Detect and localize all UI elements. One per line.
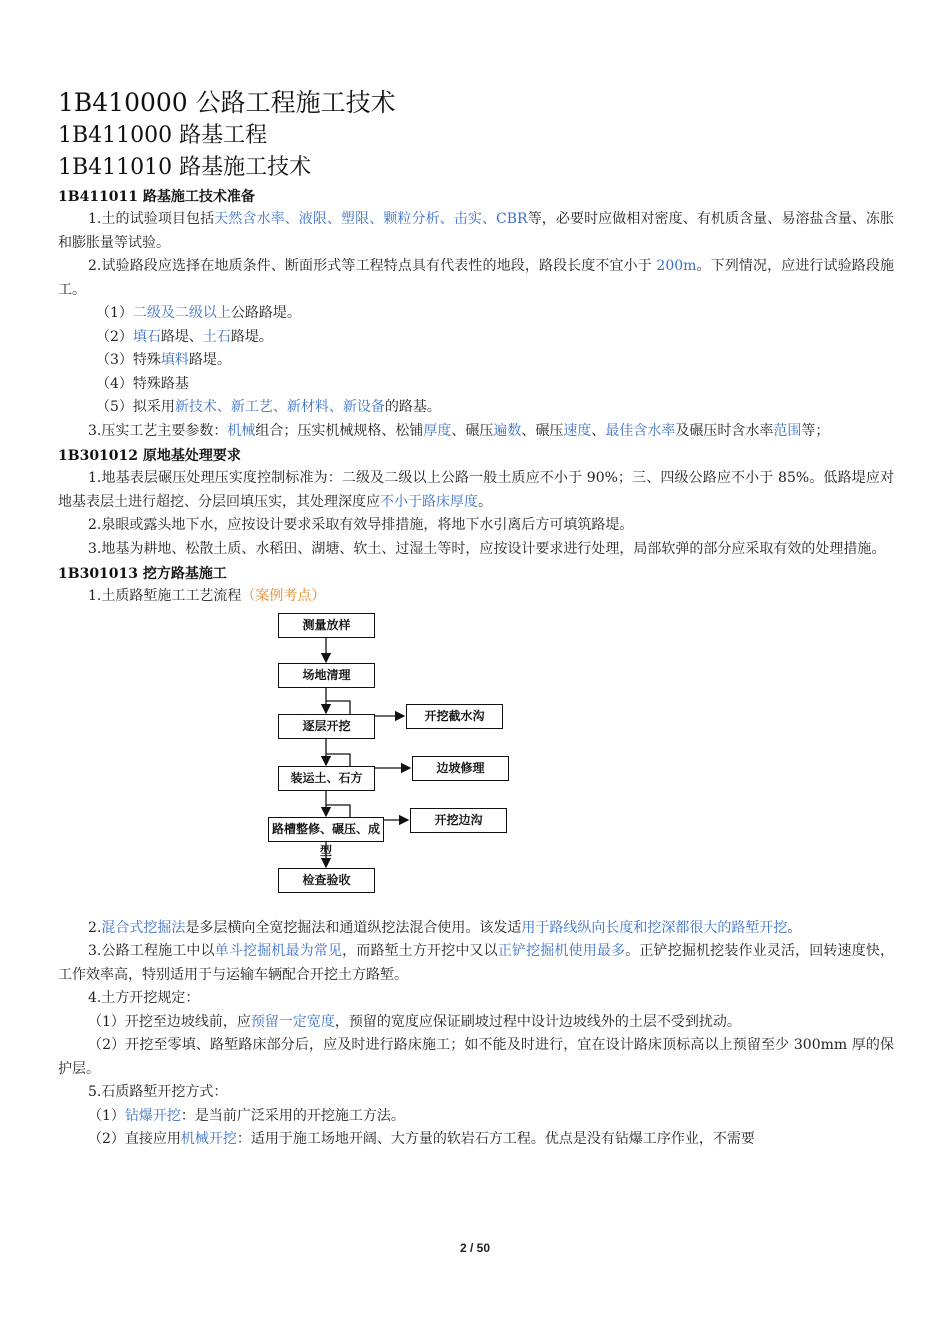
flow-side-step: 开挖边沟 <box>410 808 507 833</box>
paragraph: 4.土方开挖规定： <box>88 990 200 1006</box>
flow-step: 测量放样 <box>278 613 375 638</box>
paragraph: 3.压实工艺主要参数：机械组合；压实机械规格、松铺厚度、碾压遍数、碾压速度、最佳含水率及碾压时含水率范围等； <box>88 422 830 439</box>
flow-step: 检查验收 <box>278 868 375 893</box>
paragraph: 2.混合式挖掘法是多层横向全宽挖掘法和通道纵挖法混合使用。该发适用于路线纵向长度和挖深都很大的路堑开挖。 <box>88 919 802 936</box>
list-item: （2）填石路堤、土石路堤。 <box>96 328 273 345</box>
document-page <box>58 86 894 1152</box>
section-title-prep: 1B411011 路基施工技术准备 <box>58 189 255 205</box>
heading-2-roadbed: 1B411000 路基工程 <box>58 123 268 148</box>
paragraph: 3.地基为耕地、松散土质、水稻田、湖塘、软土、过湿土等时，应按设计要求进行处理，局部软弹的部分应采取有效的处理措施。 <box>88 540 886 557</box>
list-item: （1）开挖至边坡线前，应预留一定宽度，预留的宽度应保证刷坡过程中设计边坡线外的土层不受到扰动。 <box>88 1013 741 1030</box>
list-item: （2）开挖至零填、路堑路床部分后，应及时进行路床施工；如不能及时进行，宜在设计路床顶标高以上预留至少 300mm 厚的保护层。 <box>58 1037 894 1077</box>
paragraph: 1.土的试验项目包括天然含水率、液限、塑限、颗粒分析、击实、CBR等，必要时应做相对密度、有机质含量、易溶盐含量、冻胀和膨胀量等试验。 <box>58 211 895 251</box>
heading-2-roadbed-tech: 1B411010 路基施工技术 <box>58 155 312 180</box>
list-item: （1）二级及二级以上公路路堤。 <box>96 305 301 321</box>
flow-step: 路槽整修、碾压、成型 <box>268 817 384 842</box>
section-title-excavation: 1B301013 挖方路基施工 <box>58 566 227 582</box>
flow-side-step: 开挖截水沟 <box>406 704 503 729</box>
flow-step: 装运土、石方 <box>278 766 375 791</box>
section-title-foundation: 1B301012 原地基处理要求 <box>58 448 241 464</box>
paragraph: 2.试验路段应选择在地质条件、断面形式等工程特点具有代表性的地段，路段长度不宜小于 200m。下列情况，应进行试验路段施工。 <box>58 258 894 298</box>
process-flowchart <box>58 613 894 913</box>
list-item: （1）钻爆开挖：是当前广泛采用的开挖施工方法。 <box>88 1107 405 1124</box>
flow-side-step: 边坡修理 <box>412 756 509 781</box>
list-item: （3）特殊填料路堤。 <box>96 352 231 368</box>
paragraph: 3.公路工程施工中以单斗挖掘机最为常见，而路堑土方开挖中又以正铲挖掘机使用最多。正铲挖掘机挖装作业灵活，回转速度快，工作效率高，特别适用于与运输车辆配合开挖土方路堑。 <box>58 943 895 983</box>
list-item: （5）拟采用新技术、新工艺、新材料、新设备的路基。 <box>96 399 441 415</box>
paragraph: 2.泉眼或露头地下水，应按设计要求采取有效导排措施，将地下水引离后方可填筑路堤。 <box>88 517 634 533</box>
flow-step: 场地清理 <box>278 663 375 688</box>
paragraph: 1.土质路堑施工工艺流程（案例考点） <box>88 588 326 604</box>
list-item: （4）特殊路基 <box>96 375 189 392</box>
paragraph: 5.石质路堑开挖方式： <box>88 1084 228 1100</box>
paragraph: 1.地基表层碾压处理压实度控制标准为：二级及二级以上公路一般土质应不小于 90%；三、四级公路应不小于 85%。低路堤应对地基表层土进行超挖、分层回填压实，其处理深度应不小于路床厚度。 <box>58 470 894 510</box>
page-number: 2 / 50 <box>459 1241 491 1255</box>
flow-step: 逐层开挖 <box>278 714 375 739</box>
list-item: （2）直接应用机械开挖：适用于施工场地开阔、大方量的软岩石方工程。优点是没有钻爆工序作业，不需要 <box>88 1131 755 1147</box>
heading-1: 1B410000 公路工程施工技术 <box>58 88 396 117</box>
